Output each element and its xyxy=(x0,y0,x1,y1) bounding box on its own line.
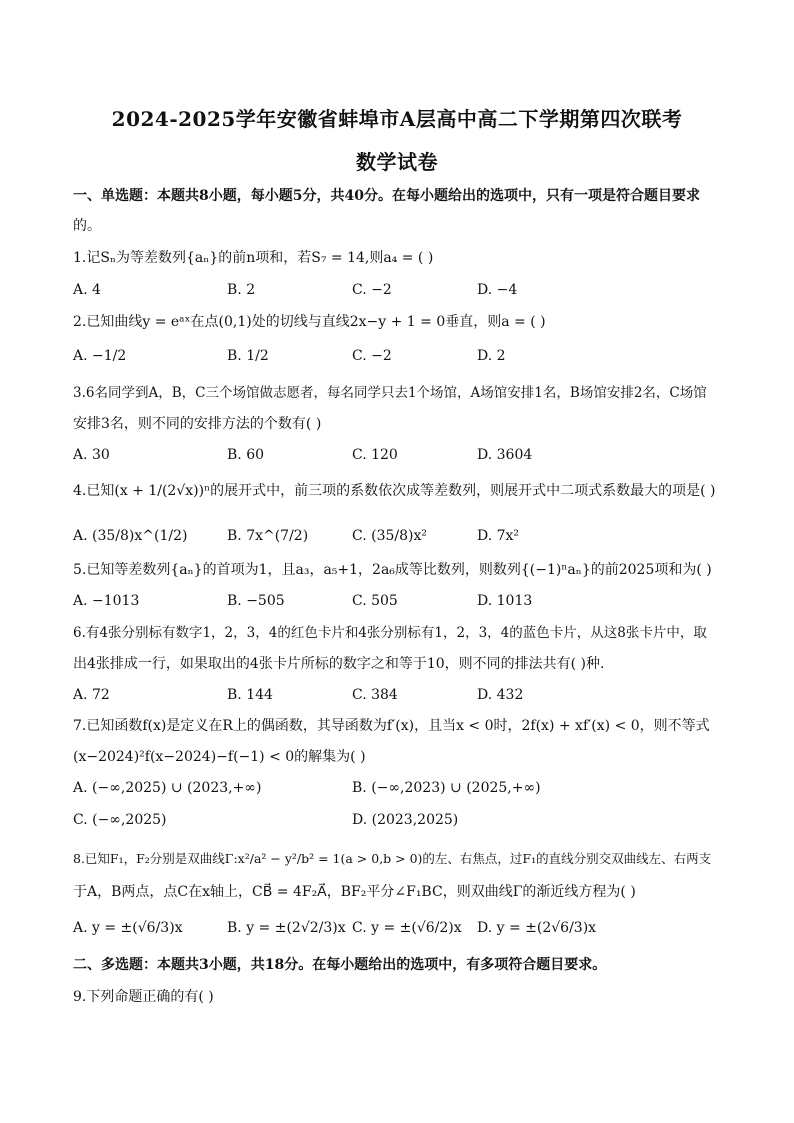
question-6-stem-line-1: 6.有4张分别标有数字1，2，3，4的红色卡片和4张分别标有1，2，3，4的蓝色卡片，从这8张卡片中，取 xyxy=(73,625,707,641)
question-6-option-d: D. 432 xyxy=(477,687,524,703)
page-subtitle: 数学试卷 xyxy=(356,150,438,174)
question-7-stem-line-2: (x−2024)²f(x−2024)−f(−1) < 0的解集为( ) xyxy=(73,749,366,765)
question-8-stem-line-2: 于A，B两点，点C在x轴上，CB⃗ = 4F₂A⃗，BF₂平分∠F₁BC，则双曲线Γ的渐近线方程为( ) xyxy=(73,884,636,900)
question-7-stem-line-1: 7.已知函数f(x)是定义在R上的偶函数，其导函数为f′(x)，且当x < 0时，2f(x) + xf′(x) < 0，则不等式 xyxy=(73,718,710,734)
question-7-option-a: A. (−∞,2025) ∪ (2023,+∞) xyxy=(73,780,262,796)
question-6-stem-line-2: 出4张排成一行，如果取出的4张卡片所标的数字之和等于10，则不同的排法共有( )种. xyxy=(73,656,605,672)
question-8-stem-line-1: 8.已知F₁，F₂分别是双曲线Γ:x²/a² − y²/b² = 1(a > 0,b > 0)的左、右焦点，过F₁的直线分别交双曲线左、右两支 xyxy=(73,851,712,866)
question-2-option-a: A. −1/2 xyxy=(73,348,127,364)
question-1-option-c: C. −2 xyxy=(352,282,392,298)
question-5-stem: 5.已知等差数列{aₙ}的首项为1，且a₃，a₅+1，2a₆成等比数列，则数列{(−1)ⁿaₙ}的前2025项和为( ) xyxy=(73,562,712,578)
page-title: 2024-2025学年安徽省蚌埠市A层高中高二下学期第四次联考 xyxy=(111,107,683,131)
question-4-option-a: A. (35/8)x^(1/2) xyxy=(73,528,188,544)
section-1-heading-line-2: 的。 xyxy=(73,218,101,234)
question-4-stem: 4.已知(x + 1/(2√x))ⁿ的展开式中，前三项的系数依次成等差数列，则展开式中二项式系数最大的项是( ) xyxy=(73,483,716,499)
question-8-option-a: A. y = ±(√6/3)x xyxy=(73,920,183,936)
question-4-option-d: D. 7x² xyxy=(477,528,520,544)
question-3-option-a: A. 30 xyxy=(73,447,110,463)
question-1-stem: 1.记Sₙ为等差数列{aₙ}的前n项和，若S₇ = 14,则a₄ = ( ) xyxy=(73,250,434,266)
question-5-option-c: C. 505 xyxy=(352,593,398,609)
question-6-option-c: C. 384 xyxy=(352,687,398,703)
question-5-option-d: D. 1013 xyxy=(477,593,533,609)
question-1-option-b: B. 2 xyxy=(227,282,256,298)
question-1-option-a: A. 4 xyxy=(73,282,101,298)
section-2-heading: 二、多选题：本题共3小题，共18分。在每小题给出的选项中，有多项符合题目要求。 xyxy=(73,957,607,973)
question-3-stem-line-2: 安排3名，则不同的安排方法的个数有( ) xyxy=(73,416,322,432)
question-2-option-c: C. −2 xyxy=(352,348,392,364)
question-3-option-d: D. 3604 xyxy=(477,447,533,463)
question-6-option-a: A. 72 xyxy=(73,687,110,703)
section-1-heading-line-1: 一、单选题：本题共8小题，每小题5分，共40分。在每小题给出的选项中，只有一项是符合题目要求 xyxy=(73,188,700,204)
question-2-stem: 2.已知曲线y = eᵃˣ在点(0,1)处的切线与直线2x−y + 1 = 0垂直，则a = ( ) xyxy=(73,314,546,330)
question-2-option-b: B. 1/2 xyxy=(227,348,269,364)
question-1-option-d: D. −4 xyxy=(477,282,518,298)
question-4-option-c: C. (35/8)x² xyxy=(352,528,427,544)
question-7-option-b: B. (−∞,2023) ∪ (2025,+∞) xyxy=(352,780,541,796)
question-5-option-b: B. −505 xyxy=(227,593,285,609)
question-2-option-d: D. 2 xyxy=(477,348,506,364)
question-7-option-c: C. (−∞,2025) xyxy=(73,812,167,828)
question-7-option-d: D. (2023,2025) xyxy=(352,812,459,828)
question-3-stem-line-1: 3.6名同学到A，B，C三个场馆做志愿者，每名同学只去1个场馆，A场馆安排1名，B场馆安排2名，C场馆 xyxy=(73,385,707,401)
question-8-option-d: D. y = ±(2√6/3)x xyxy=(477,920,597,936)
question-8-option-c: C. y = ±(√6/2)x xyxy=(352,920,462,936)
question-5-option-a: A. −1013 xyxy=(73,593,140,609)
question-9-stem: 9.下列命题正确的有( ) xyxy=(73,989,214,1005)
question-8-option-b: B. y = ±(2√2/3)x xyxy=(227,920,346,936)
question-6-option-b: B. 144 xyxy=(227,687,273,703)
question-3-option-b: B. 60 xyxy=(227,447,265,463)
question-3-option-c: C. 120 xyxy=(352,447,398,463)
question-4-option-b: B. 7x^(7/2) xyxy=(227,528,309,544)
